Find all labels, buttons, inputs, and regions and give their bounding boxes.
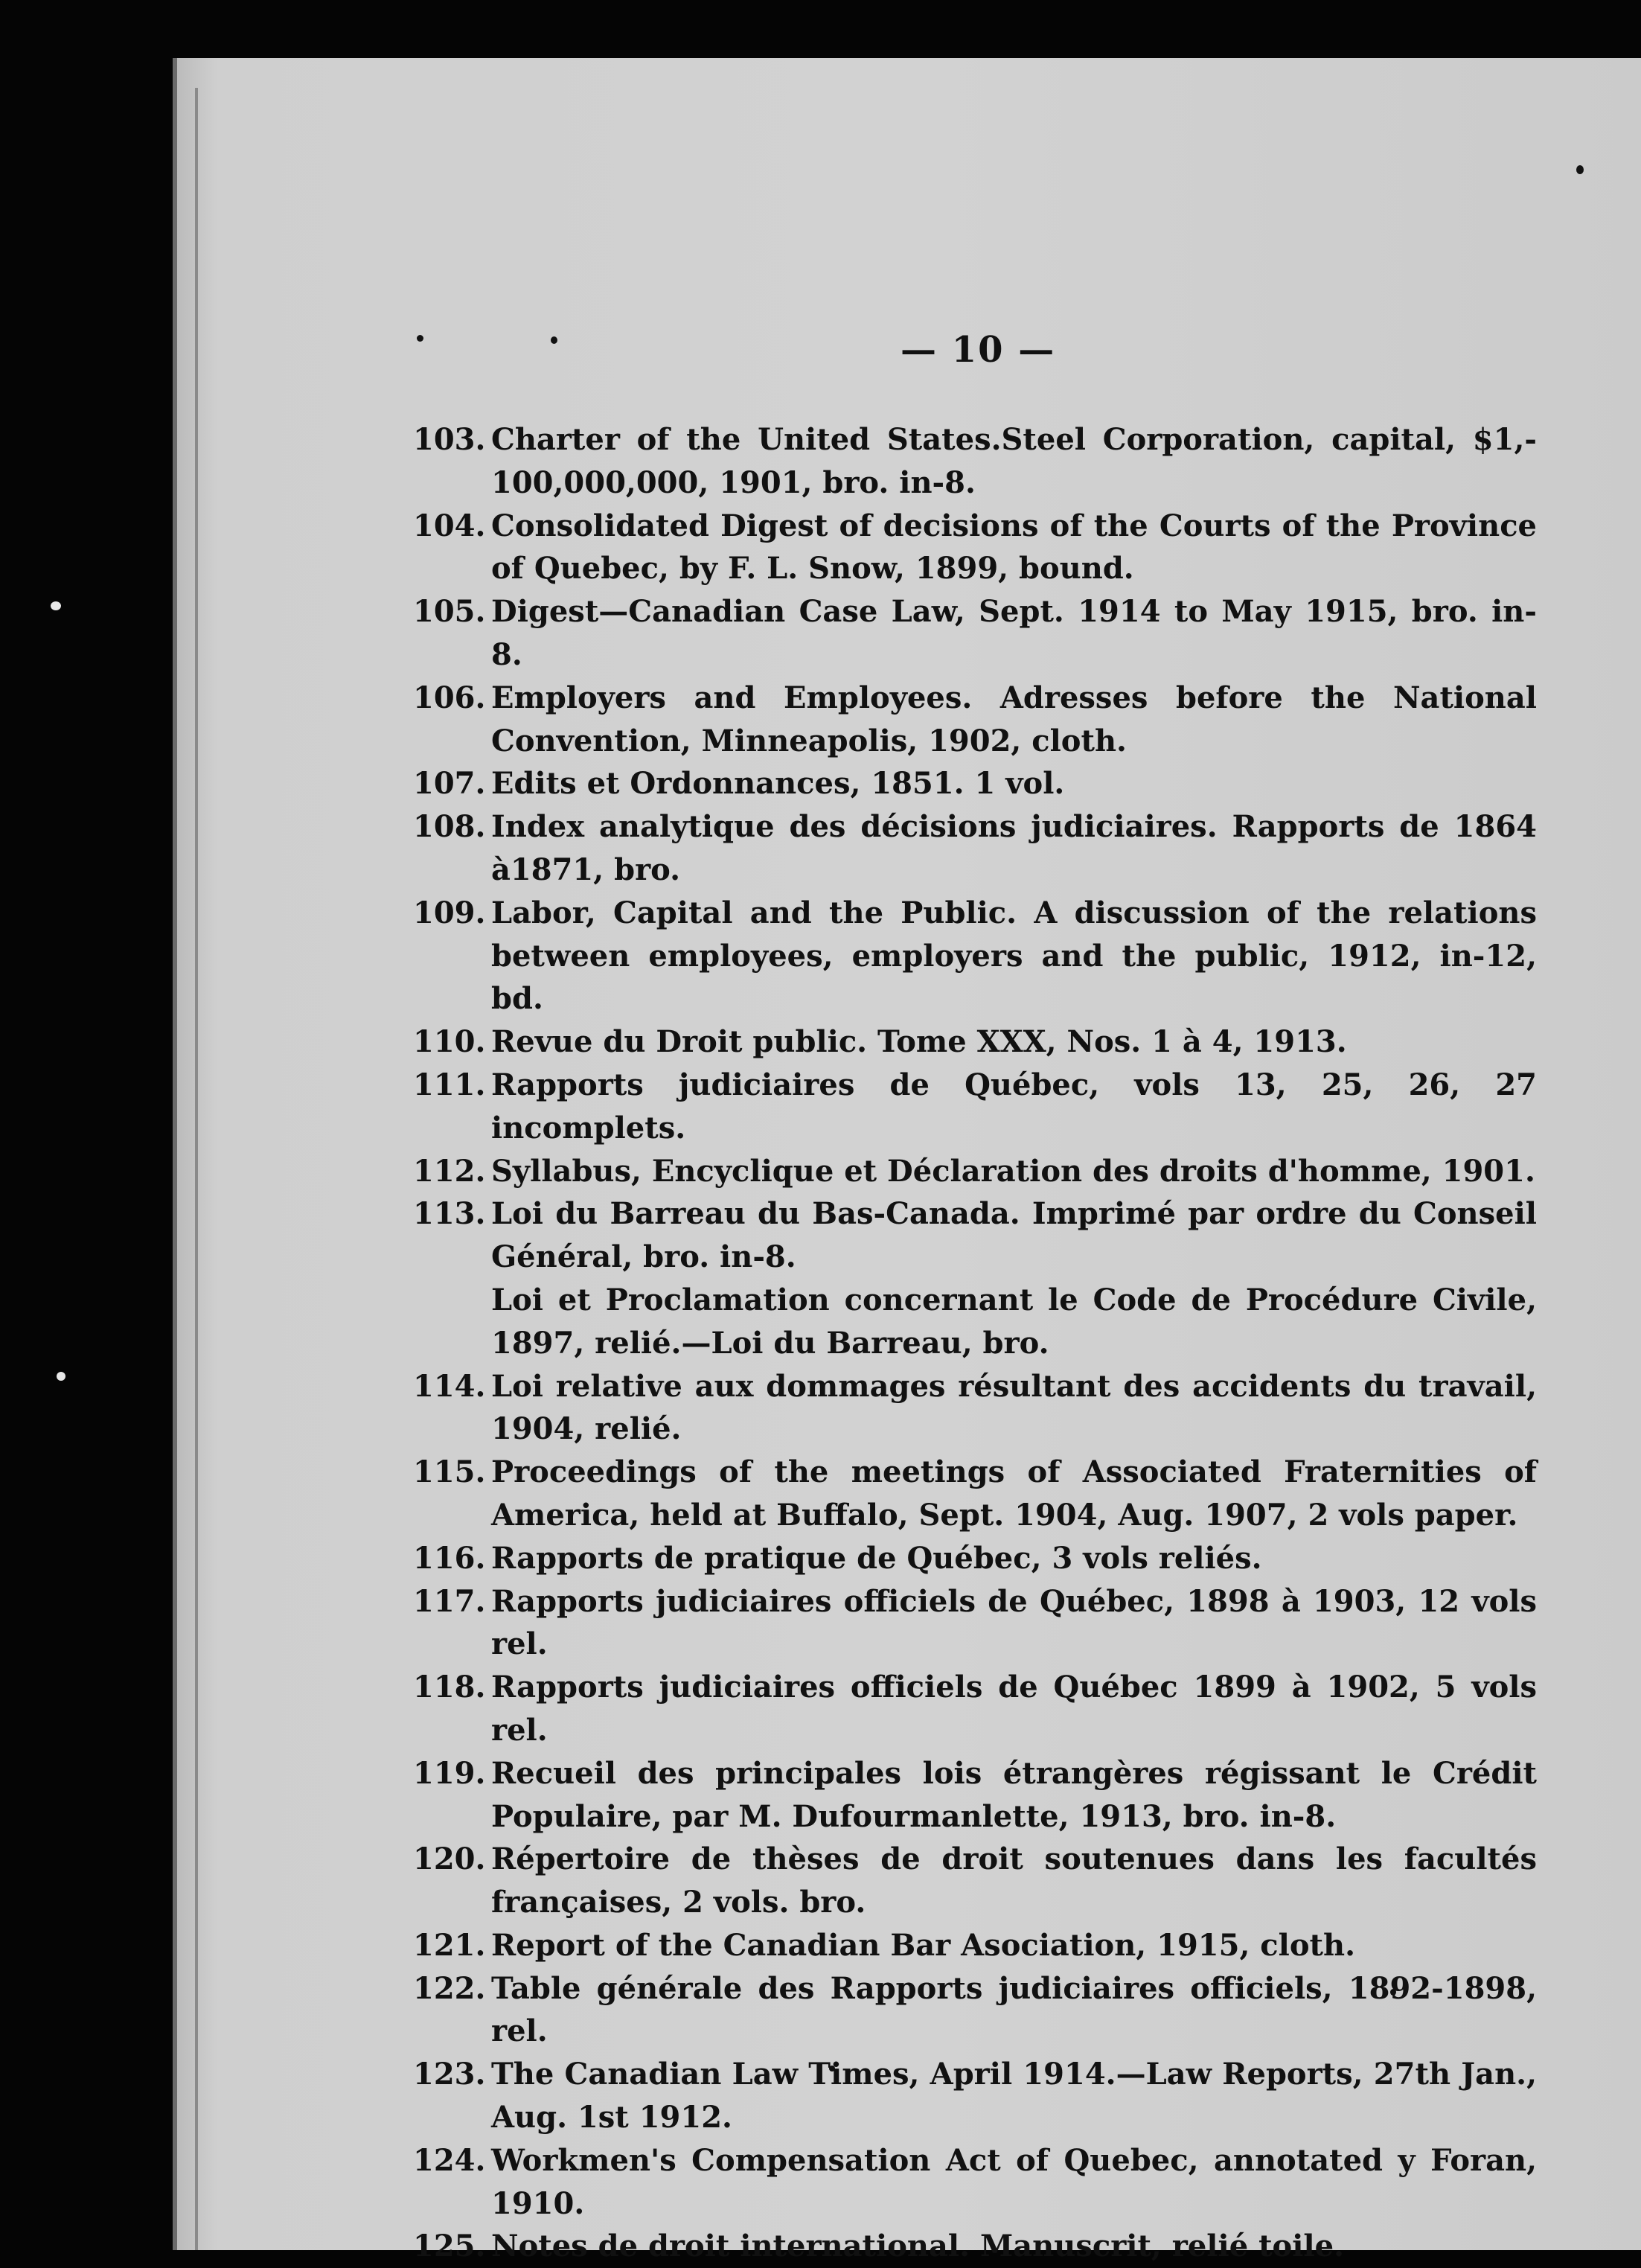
entry-number: 118. (413, 1670, 486, 1705)
entry-text: Rapports de pratique de Québec, 3 vols reliés. (491, 1540, 1262, 1576)
entry-number: 114. (413, 1368, 486, 1404)
catalogue-entry (413, 1451, 1537, 1537)
entry-text: Loi et Proclamation concernant le Code de Procédure Civile, 1897, relié.—Loi du Barreau, bro. (491, 1282, 1537, 1361)
entry-number: 103. (413, 422, 486, 457)
entry-number: 120. (413, 1841, 486, 1877)
catalogue-entry (413, 2225, 1537, 2268)
entry-text: Rapports judiciaires de Québec, vols 13, 25, 26, 27 incomplets. (491, 1067, 1537, 1146)
edge-speck (57, 1372, 65, 1381)
entry-text: Recueil des principales lois étrangères régissant le Crédit Populaire, par M. Dufourmanlette, 1913, bro. in-8. (491, 1755, 1537, 1834)
entry-number: 108. (413, 809, 486, 845)
entry-text: Revue du Droit public. Tome XXX, Nos. 1 à 4, 1913. (491, 1024, 1347, 1060)
page-number: — 10 — (901, 329, 1056, 371)
entry-text: Charter of the United States.Steel Corporation, capital, $1,- 100,000,000, 1901, bro. in-8. (491, 422, 1537, 500)
entry-text: Répertoire de thèses de droit soutenues dans les facultés françaises, 2 vols. bro. (491, 1841, 1537, 1920)
entry-text: Proceedings of the meetings of Associated Fraternities of America, held at Buffalo, Sept. 1904, Aug. 1907, 2 vols paper. (491, 1454, 1537, 1533)
catalogue-entry (413, 1580, 1537, 1667)
entry-number: 125. (413, 2229, 486, 2264)
print-speck (417, 335, 423, 342)
entry-number: 115. (413, 1454, 486, 1490)
entry-text: Rapports judiciaires officiels de Québec, 1898 à 1903, 12 vols rel. (491, 1583, 1537, 1662)
entry-text: Digest—Canadian Case Law, Sept. 1914 to May 1915, bro. in-8. (491, 594, 1537, 672)
entry-number: 113. (413, 1196, 486, 1232)
catalogue-entry (413, 677, 1537, 763)
entry-text: The Canadian Law Times, April 1914.—Law Reports, 27th Jan., Aug. 1st 1912. (491, 2057, 1537, 2136)
entry-number: 123. (413, 2057, 486, 2092)
entry-text: Consolidated Digest of decisions of the Courts of the Province of Quebec, by F. L. Snow, 1899, bound. (491, 508, 1537, 587)
catalogue-entry (413, 1666, 1537, 1752)
entry-number: 112. (413, 1153, 486, 1189)
page-inner-edge (195, 88, 198, 2250)
catalogue-entry (413, 1752, 1537, 1839)
edge-speck (51, 601, 61, 610)
catalogue-entry (413, 805, 1537, 892)
catalogue-entry (413, 892, 1537, 1020)
entry-number: 116. (413, 1540, 486, 1576)
entry-number: 109. (413, 895, 486, 930)
catalogue-entry (413, 2139, 1537, 2226)
page-binding-edge (173, 58, 177, 2250)
entry-text: Report of the Canadian Bar Asociation, 1915, cloth. (491, 1927, 1356, 1963)
entry-text: Notes de droit international. Manuscrit, relié toile. (491, 2229, 1344, 2264)
catalogue-entry (413, 1365, 1537, 1451)
entry-text: Loi du Barreau du Bas-Canada. Imprimé par ordre du Conseil Général, bro. in-8. (491, 1196, 1537, 1275)
catalogue-entry (413, 1838, 1537, 1924)
entry-text: Table générale des Rapports judiciaires officiels, 1892-1898, rel. (491, 1970, 1537, 2049)
catalogue-entry (413, 505, 1537, 591)
catalogue-entry (413, 418, 1537, 505)
entry-number: 104. (413, 508, 486, 543)
entry-text: Workmen's Compensation Act of Quebec, annotated y Foran, 1910. (491, 2142, 1537, 2221)
entry-number: 107. (413, 766, 486, 802)
entry-text: Employers and Employees. Adresses before the National Convention, Minneapolis, 1902, cloth. (491, 680, 1537, 758)
entry-text: Syllabus, Encyclique et Déclaration des droits d'homme, 1901. (491, 1153, 1535, 1189)
entry-text: Index analytique des décisions judiciaires. Rapports de 1864 à1871, bro. (491, 809, 1537, 887)
entry-number: 117. (413, 1583, 486, 1619)
catalogue-entry (413, 1020, 1537, 1064)
catalogue-entry (413, 762, 1537, 805)
catalogue-entry (413, 1537, 1537, 1580)
entry-text: Rapports judiciaires officiels de Québec 1899 à 1902, 5 vols rel. (491, 1670, 1537, 1748)
entry-number: 105. (413, 594, 486, 630)
print-speck (551, 336, 557, 344)
entry-number: 119. (413, 1755, 486, 1791)
catalogue-sub-entry (413, 1279, 1537, 1365)
catalogue-entry (413, 1924, 1537, 1967)
catalogue-entry (413, 590, 1537, 677)
entry-number: 124. (413, 2142, 486, 2178)
entry-number: 110. (413, 1024, 486, 1060)
print-speck (1576, 165, 1584, 174)
catalogue-entry (413, 1967, 1537, 2054)
entry-text: Edits et Ordonnances, 1851. 1 vol. (491, 766, 1065, 802)
catalogue-entry (413, 2053, 1537, 2139)
catalogue-entries (413, 418, 1537, 2268)
entry-number: 111. (413, 1067, 486, 1102)
entry-number: 122. (413, 1970, 486, 2006)
catalogue-entry (413, 1150, 1537, 1193)
entry-text: Loi relative aux dommages résultant des accidents du travail, 1904, relié. (491, 1368, 1537, 1447)
catalogue-entry (413, 1064, 1537, 1150)
catalogue-entry (413, 1192, 1537, 1279)
entry-number: 121. (413, 1927, 486, 1963)
entry-text: Labor, Capital and the Public. A discussion of the relations between employees, employers and the public, 1912, in-12, bd. (491, 895, 1537, 1017)
entry-number: 106. (413, 680, 486, 715)
